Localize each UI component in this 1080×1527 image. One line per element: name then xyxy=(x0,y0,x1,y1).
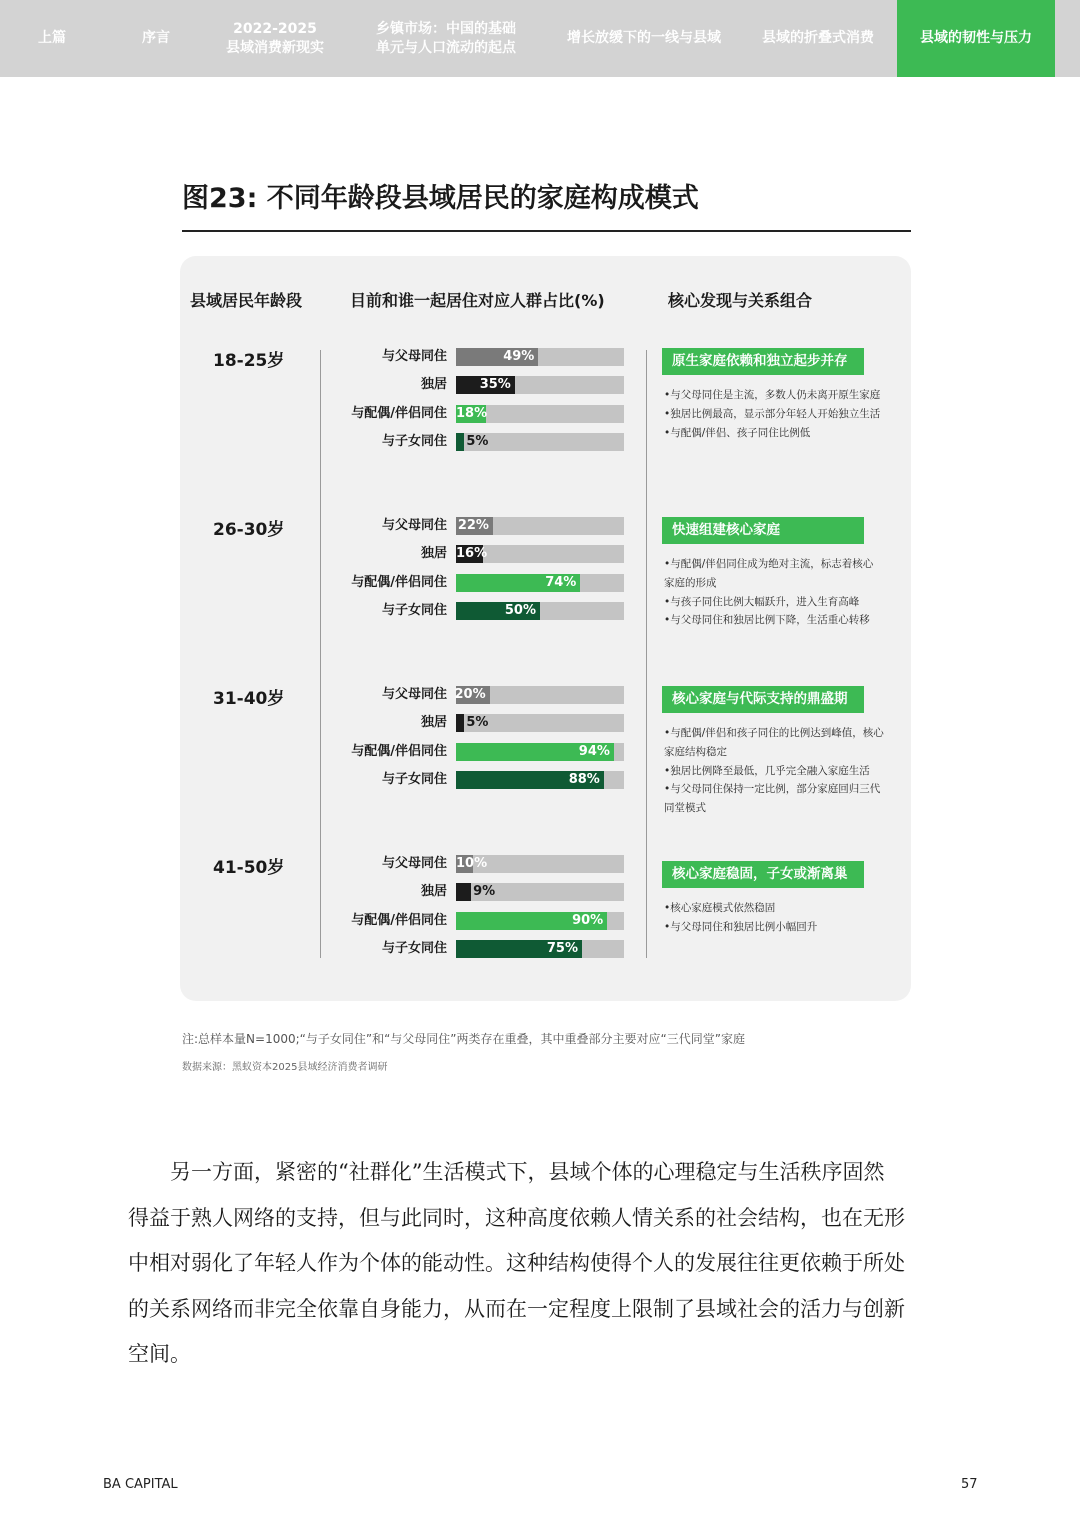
bar-value-label: 18% xyxy=(456,406,488,421)
bar-value-label: 49% xyxy=(503,349,535,364)
finding-note-line: •与父母同住和独居比例下降，生活重心转移 xyxy=(664,614,870,627)
title-divider xyxy=(182,230,911,232)
page-number: 57 xyxy=(961,1477,978,1492)
age-group-label: 18-25岁 xyxy=(213,351,285,371)
bar-value-label: 94% xyxy=(578,744,610,759)
bar-category-label: 与子女同住 xyxy=(381,434,447,449)
bar-track xyxy=(456,883,624,901)
divider-left xyxy=(320,350,321,958)
finding-note-line: •与父母同住是主流，多数人仍未离开原生家庭 xyxy=(664,389,881,401)
bar-category-label: 与子女同住 xyxy=(381,603,447,618)
bar-track xyxy=(456,686,624,704)
bar-track xyxy=(456,517,624,535)
age-group-label: 41-50岁 xyxy=(213,858,285,878)
finding-tag: 原生家庭依赖和独立起步并存 xyxy=(662,348,864,375)
data-source: 数据来源：黑蚁资本2025县域经济消费者调研 xyxy=(182,1062,388,1073)
bar-value-label: 9% xyxy=(473,884,496,899)
finding-notes xyxy=(664,724,884,818)
bar-value-label: 10% xyxy=(456,856,488,871)
finding-note-line: 家庭结构稳定 xyxy=(664,745,727,758)
bar-value-label: 50% xyxy=(504,603,536,618)
finding-note-line: •与配偶/伴侣、孩子同住比例低 xyxy=(664,426,811,439)
bar-category-label: 与配偶/伴侣同住 xyxy=(351,406,447,421)
finding-tag: 核心家庭稳固，子女或渐离巢 xyxy=(662,861,864,888)
bar-value-label: 88% xyxy=(568,772,600,787)
age-group-label: 26-30岁 xyxy=(213,520,285,540)
bar-category-label: 与子女同住 xyxy=(381,772,447,787)
bar-value-label: 90% xyxy=(572,913,604,928)
bar-value-label: 35% xyxy=(479,377,511,392)
bar-track xyxy=(456,433,624,451)
finding-note-line: •与配偶/伴侣同住成为绝对主流，标志着核心 xyxy=(664,558,874,570)
bar-category-label: 与子女同住 xyxy=(381,941,447,956)
finding-note-line: 同堂模式 xyxy=(664,802,706,815)
nav-item-part1[interactable]: 上篇 xyxy=(38,30,66,46)
bar-category-label: 与父母同住 xyxy=(381,518,447,533)
bar-category-label: 与父母同住 xyxy=(381,687,447,702)
paragraph-line: 另一方面，紧密的“社群化”生活模式下，县域个体的心理稳定与生活秩序固然 xyxy=(128,1160,885,1184)
bar-category-label: 独居 xyxy=(420,546,447,561)
finding-note-line: •与父母同住保持一定比例，部分家庭回归三代 xyxy=(664,783,881,796)
bar-track xyxy=(456,940,624,958)
finding-note-line: •与配偶/伴侣和孩子同住的比例达到峰值，核心 xyxy=(664,727,884,739)
column-header-ratio: 目前和谁一起居住对应人群占比(%) xyxy=(350,291,605,310)
finding-tag: 核心家庭与代际支持的鼎盛期 xyxy=(662,686,864,713)
bar xyxy=(456,714,464,732)
bar-track xyxy=(456,602,624,620)
bar-category-label: 独居 xyxy=(420,377,447,392)
column-header-finding: 核心发现与关系组合 xyxy=(668,291,813,310)
bar-track xyxy=(456,348,624,366)
finding-note-line: •核心家庭模式依然稳固 xyxy=(664,902,776,914)
bar-category-label: 与配偶/伴侣同住 xyxy=(351,575,447,590)
paragraph-line: 中相对弱化了年轻人作为个体的能动性。这种结构使得个人的发展往往更依赖于所处 xyxy=(128,1251,905,1275)
finding-notes xyxy=(664,899,817,937)
body-paragraph xyxy=(128,1150,958,1378)
paragraph-line: 的关系网络而非完全依靠自身能力，从而在一定程度上限制了县域社会的活力与创新 xyxy=(128,1296,905,1321)
bar-value-label: 16% xyxy=(456,546,488,561)
figure-title: 图23: 不同年龄段县域居民的家庭构成模式 xyxy=(182,183,699,214)
bar-track xyxy=(456,855,624,873)
bar-value-label: 74% xyxy=(545,575,577,590)
bar-track xyxy=(456,376,624,394)
finding-note-line: 家庭的形成 xyxy=(664,576,717,589)
finding-note-line: •与孩子同住比例大幅跃升，进入生育高峰 xyxy=(664,595,860,608)
finding-note-line: •与父母同住和独居比例小幅回升 xyxy=(664,920,818,933)
bar-category-label: 独居 xyxy=(420,884,447,899)
nav-item-preface[interactable]: 序言 xyxy=(142,30,170,46)
footer-brand: BA CAPITAL xyxy=(103,1477,178,1492)
nav-item-2022-2025[interactable]: 2022-2025 县域消费新现实 xyxy=(226,20,324,56)
finding-tag: 快速组建核心家庭 xyxy=(662,517,864,544)
finding-notes xyxy=(664,386,880,442)
finding-note-line: •独居比例最高，显示部分年轻人开始独立生活 xyxy=(664,407,881,420)
bar-track xyxy=(456,574,624,592)
footnote: 注:总样本量N=1000;“与子女同住”和“与父母同住”两类存在重叠，其中重叠部分主要对应“三代同堂”家庭 xyxy=(182,1032,745,1046)
bar-category-label: 与配偶/伴侣同住 xyxy=(351,913,447,928)
finding-notes xyxy=(664,555,873,630)
divider-right xyxy=(646,350,647,958)
nav-item-township-market[interactable]: 乡镇市场：中国的基础 单元与人口流动的起点 xyxy=(376,20,516,56)
nav-item-growth-slowdown[interactable]: 增长放缓下的一线与县域 xyxy=(567,30,721,46)
bar-track xyxy=(456,912,624,930)
bar-track xyxy=(456,743,624,761)
bar xyxy=(456,883,471,901)
bar-value-label: 5% xyxy=(466,715,489,730)
bar-category-label: 与配偶/伴侣同住 xyxy=(351,744,447,759)
bar-track xyxy=(456,771,624,789)
bar-track xyxy=(456,714,624,732)
column-header-age: 县域居民年龄段 xyxy=(190,291,303,310)
bar-track xyxy=(456,405,624,423)
bar-value-label: 20% xyxy=(454,687,486,702)
bar-value-label: 22% xyxy=(457,518,489,533)
nav-item-resilience-pressure[interactable]: 县域的韧性与压力 xyxy=(897,0,1055,77)
age-group-label: 31-40岁 xyxy=(213,689,285,709)
bar-value-label: 75% xyxy=(546,941,578,956)
bar-track xyxy=(456,545,624,563)
paragraph-line: 得益于熟人网络的支持，但与此同时，这种高度依赖人情关系的社会结构，也在无形 xyxy=(128,1205,905,1230)
paragraph-line: 空间。 xyxy=(128,1342,191,1366)
top-nav xyxy=(0,0,1080,77)
finding-note-line: •独居比例降至最低，几乎完全融入家庭生活 xyxy=(664,764,870,777)
bar xyxy=(456,433,464,451)
nav-item-folded-consumption[interactable]: 县域的折叠式消费 xyxy=(762,30,874,46)
bar-value-label: 5% xyxy=(466,434,489,449)
bar-category-label: 与父母同住 xyxy=(381,349,447,364)
bar-category-label: 与父母同住 xyxy=(381,856,447,871)
bar-category-label: 独居 xyxy=(420,715,447,730)
